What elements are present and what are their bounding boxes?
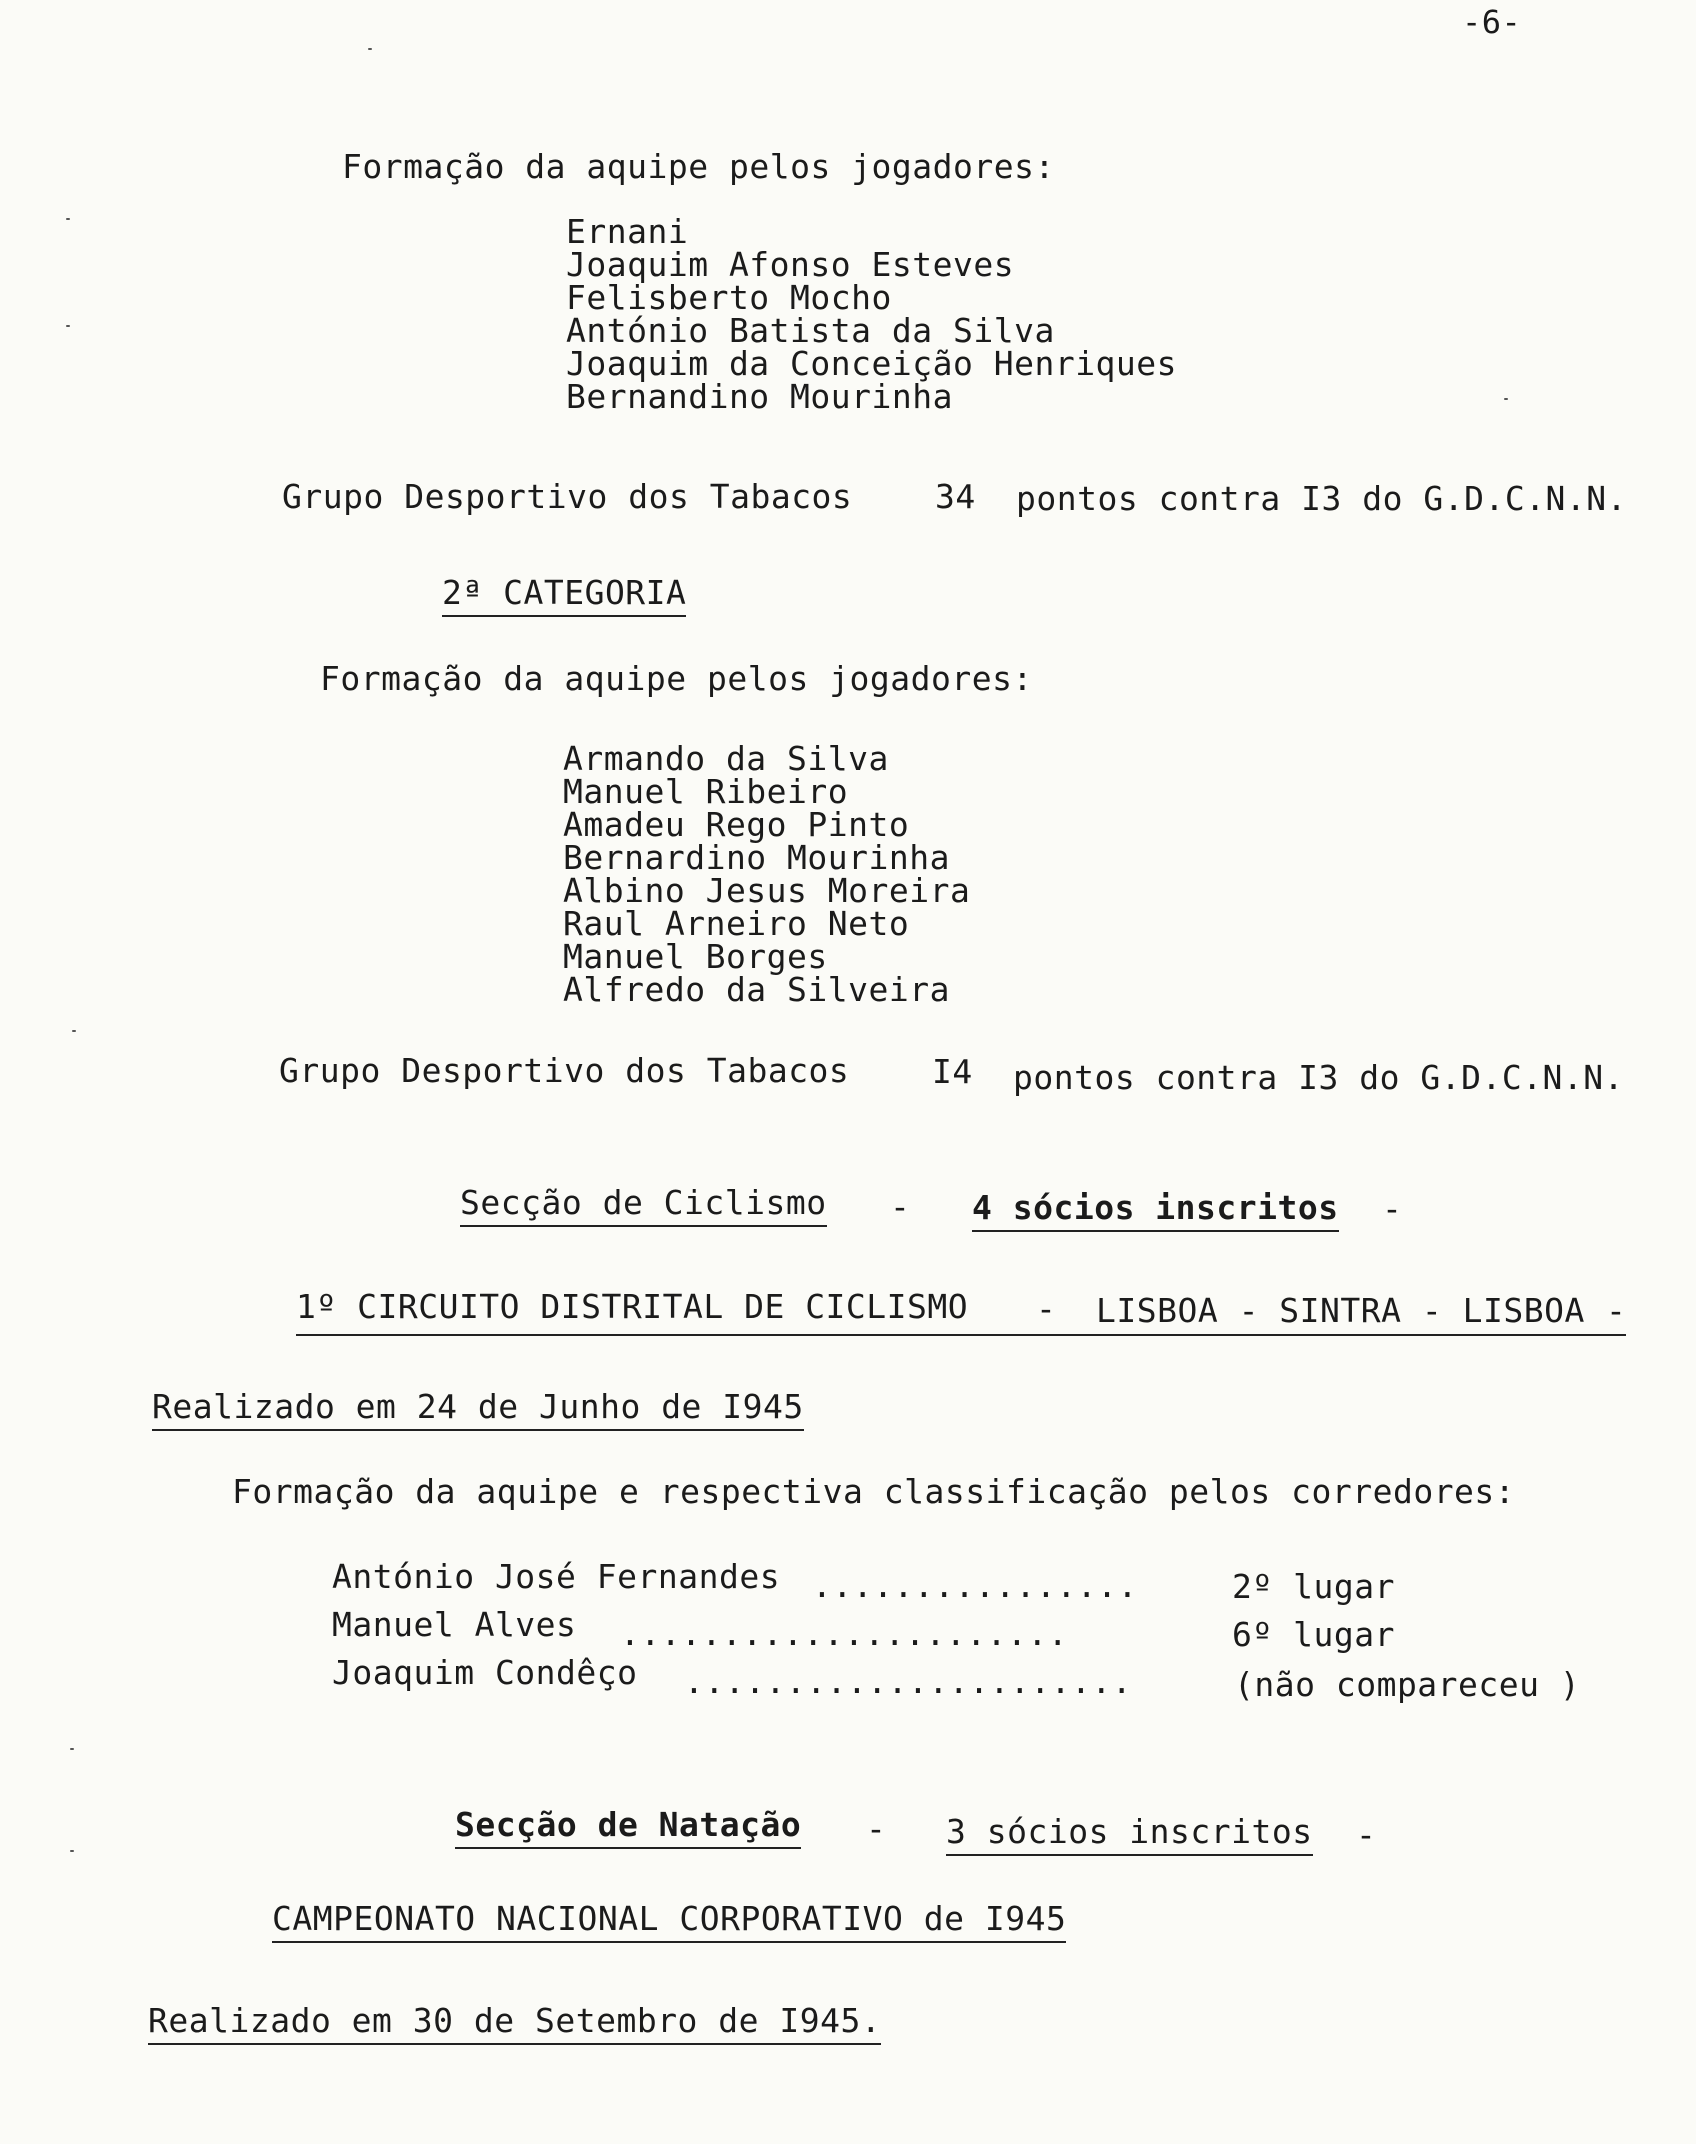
list-item: Manuel Borges xyxy=(563,937,828,976)
scan-speck xyxy=(66,325,70,327)
cycling-date: Realizado em 24 de Junho de I945 xyxy=(152,1390,804,1431)
section2-result-tail: pontos contra I3 do G.D.C.N.N. xyxy=(1013,1058,1625,1097)
cycling-event-heading xyxy=(296,1287,1627,1336)
rider-dots: ...................... xyxy=(620,1614,1069,1653)
swimming-dash: - xyxy=(866,1809,886,1848)
section1-result-team: Grupo Desportivo dos Tabacos xyxy=(282,477,853,516)
section2-intro: Formação da aquipe pelos jogadores: xyxy=(320,659,1033,698)
page-number: -6- xyxy=(1462,3,1522,41)
cycling-event-left: 1º CIRCUITO DISTRITAL DE CICLISMO xyxy=(296,1287,969,1326)
cycling-event-right: LISBOA - SINTRA - LISBOA xyxy=(1096,1291,1585,1330)
swimming-event: CAMPEONATO NACIONAL CORPORATIVO de I945 xyxy=(272,1902,1066,1943)
list-item: Alfredo da Silveira xyxy=(563,970,950,1009)
section2-result-team: Grupo Desportivo dos Tabacos xyxy=(279,1051,850,1090)
swimming-date: Realizado em 30 de Setembro de I945. xyxy=(148,2004,881,2045)
rider-name: António José Fernandes xyxy=(332,1557,781,1596)
list-item: Amadeu Rego Pinto xyxy=(563,805,910,844)
swimming-trailing-dash: - xyxy=(1356,1815,1376,1854)
list-item: Joaquim Afonso Esteves xyxy=(566,245,1015,284)
scan-speck xyxy=(1504,398,1508,400)
rider-dots: ................ xyxy=(812,1566,1138,1605)
list-item: Manuel Ribeiro xyxy=(563,772,849,811)
list-item: Albino Jesus Moreira xyxy=(563,871,971,910)
scan-speck xyxy=(70,1748,74,1750)
cycling-event-trailing-dash: - xyxy=(1606,1291,1627,1330)
section1-result-tail: pontos contra I3 do G.D.C.N.N. xyxy=(1016,479,1628,518)
section2-result-points: I4 xyxy=(932,1052,973,1091)
list-item: Bernardino Mourinha xyxy=(563,838,950,877)
swimming-section-title: Secção de Natação xyxy=(455,1808,801,1849)
rider-name: Manuel Alves xyxy=(332,1605,577,1644)
scan-speck xyxy=(368,48,372,50)
list-item: Ernani xyxy=(566,212,689,251)
section1-intro: Formação da aquipe pelos jogadores: xyxy=(342,147,1055,186)
rider-place: 6º lugar xyxy=(1232,1615,1395,1654)
scan-speck xyxy=(72,1030,76,1032)
cycling-dash: - xyxy=(890,1187,910,1226)
cycling-event-dash: - xyxy=(1036,1289,1057,1328)
rider-place: 2º lugar xyxy=(1232,1567,1395,1606)
list-item: António Batista da Silva xyxy=(566,311,1055,350)
cycling-trailing-dash: - xyxy=(1382,1189,1402,1228)
rider-name: Joaquim Condêço xyxy=(332,1653,638,1692)
rider-place: (não compareceu ) xyxy=(1234,1665,1581,1704)
scan-speck xyxy=(66,218,70,220)
cycling-section-title: Secção de Ciclismo xyxy=(460,1186,827,1227)
swimming-members: 3 sócios inscritos xyxy=(946,1815,1313,1856)
cycling-intro: Formação da aquipe e respectiva classificação pelos corredores: xyxy=(232,1472,1516,1511)
list-item: Felisberto Mocho xyxy=(566,278,892,317)
scan-speck xyxy=(70,1850,74,1852)
list-item: Armando da Silva xyxy=(563,739,889,778)
section2-heading: 2ª CATEGORIA xyxy=(442,576,686,617)
rider-dots: ...................... xyxy=(684,1662,1133,1701)
cycling-members: 4 sócios inscritos xyxy=(972,1191,1339,1232)
list-item: Bernandino Mourinha xyxy=(566,377,953,416)
section1-result-points: 34 xyxy=(935,477,976,516)
list-item: Raul Arneiro Neto xyxy=(563,904,910,943)
list-item: Joaquim da Conceição Henriques xyxy=(566,344,1178,383)
